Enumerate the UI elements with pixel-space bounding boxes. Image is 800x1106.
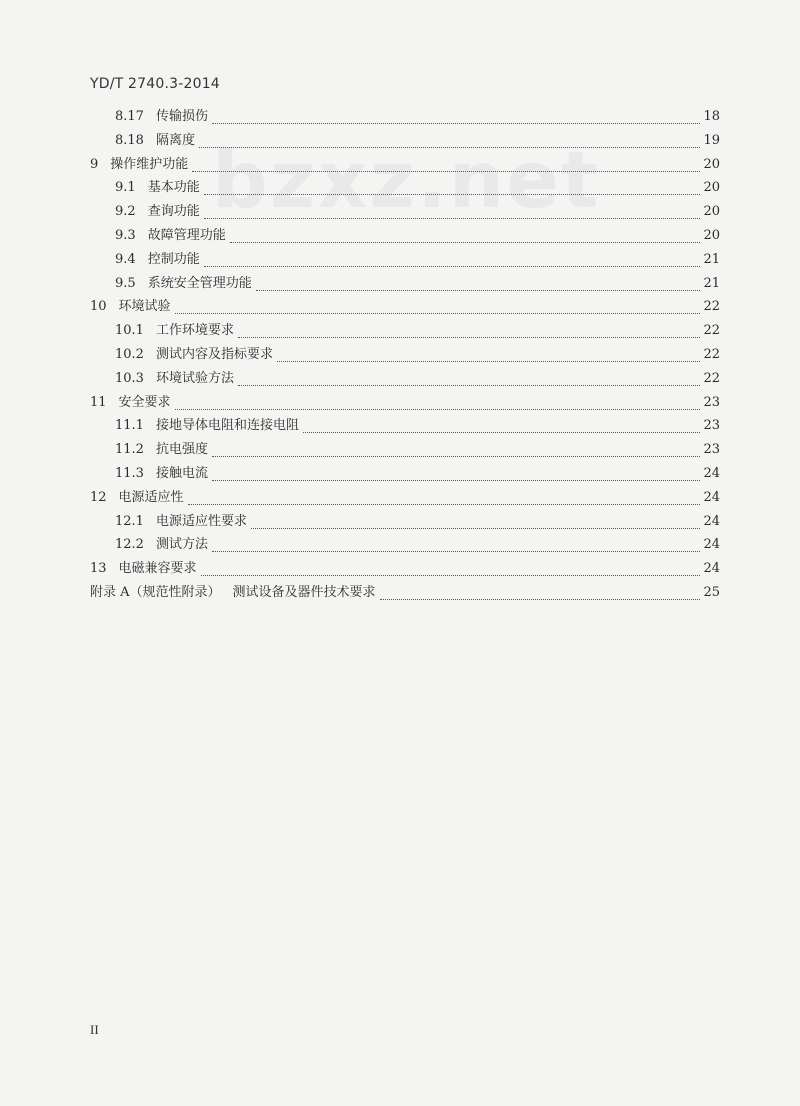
toc-entry xyxy=(115,130,720,152)
toc-entry-number: 13 xyxy=(90,561,107,577)
toc-entry-title: 接触电流 xyxy=(155,466,208,481)
toc-entry-title: 环境试验 xyxy=(118,299,171,315)
toc-entry-title: 电源适应性 xyxy=(118,489,184,505)
toc-entry xyxy=(115,249,720,271)
toc-entry-number: 10.3 xyxy=(115,370,144,386)
toc-leader-dots xyxy=(230,241,700,243)
toc-entry xyxy=(115,320,720,342)
toc-entry xyxy=(115,273,720,295)
toc-entry-title: 测试设备及器件技术要求 xyxy=(232,585,376,600)
toc-entry xyxy=(115,368,720,390)
toc-entry xyxy=(90,296,720,318)
toc-entry-number: 8.17 xyxy=(115,109,144,124)
toc-leader-dots xyxy=(277,360,700,362)
toc-entry-title: 控制功能 xyxy=(147,251,200,267)
toc-entry-title: 环境试验方法 xyxy=(155,370,234,386)
toc-entry xyxy=(115,463,720,485)
toc-entry xyxy=(90,582,720,604)
toc-entry-page: 22 xyxy=(703,370,720,386)
toc-leader-dots xyxy=(188,503,700,505)
toc-entry-number: 附录 A（规范性附录） xyxy=(90,585,221,600)
toc-entry-number: 9.2 xyxy=(115,204,136,220)
toc-leader-dots xyxy=(212,122,700,124)
toc-entry-number: 9.1 xyxy=(115,180,136,196)
toc-entry xyxy=(115,225,720,247)
toc-entry-number: 9 xyxy=(90,156,99,172)
toc-leader-dots xyxy=(204,265,700,267)
toc-entry-number: 10.1 xyxy=(115,323,144,339)
toc-entry-title: 测试方法 xyxy=(155,537,208,553)
toc-entry-title: 基本功能 xyxy=(147,180,200,196)
toc-leader-dots xyxy=(212,455,700,457)
toc-entry-page: 19 xyxy=(703,132,720,148)
toc-entry-title: 安全要求 xyxy=(118,394,171,410)
toc-entry xyxy=(90,558,720,580)
toc-entry-page: 24 xyxy=(703,489,720,505)
toc-entry xyxy=(115,177,720,199)
toc-entry xyxy=(90,154,720,176)
toc-entry xyxy=(115,415,720,437)
toc-entry-number: 11.1 xyxy=(115,418,144,434)
toc-entry-page: 21 xyxy=(703,251,720,267)
toc-entry-number: 11.3 xyxy=(115,466,144,481)
toc-leader-dots xyxy=(199,146,700,148)
toc-leader-dots xyxy=(192,170,700,172)
toc-entry xyxy=(115,534,720,556)
toc-entry-title: 系统安全管理功能 xyxy=(147,275,252,291)
toc-entry-number: 12.1 xyxy=(115,513,144,529)
toc-entry-number: 11 xyxy=(90,394,107,410)
toc-leader-dots xyxy=(204,217,700,219)
toc-leader-dots xyxy=(256,289,700,291)
watermark: bzxz.net xyxy=(212,136,601,226)
page-number: II xyxy=(90,1022,99,1037)
toc-leader-dots xyxy=(175,312,700,314)
toc-entry xyxy=(115,511,720,533)
toc-entry-number: 11.2 xyxy=(115,442,144,458)
toc-entry-page: 23 xyxy=(703,394,720,410)
toc-leader-dots xyxy=(303,431,700,433)
toc-entry xyxy=(90,392,720,414)
toc-leader-dots xyxy=(380,598,700,600)
toc-entry-page: 20 xyxy=(703,228,720,243)
toc-leader-dots xyxy=(238,384,700,386)
toc-entry-page: 18 xyxy=(703,109,720,124)
toc-entry-page: 25 xyxy=(703,585,720,600)
toc-leader-dots xyxy=(251,527,700,529)
toc-entry-title: 隔离度 xyxy=(155,132,195,148)
toc-leader-dots xyxy=(212,479,700,481)
toc-leader-dots xyxy=(201,574,700,576)
toc-entry xyxy=(90,487,720,509)
toc-leader-dots xyxy=(175,408,700,410)
toc-entry-title: 操作维护功能 xyxy=(110,156,189,172)
toc-entry-number: 9.5 xyxy=(115,275,136,291)
toc-leader-dots xyxy=(204,193,700,195)
toc-entry-title: 电源适应性要求 xyxy=(155,513,247,529)
toc-entry xyxy=(115,439,720,461)
toc-entry-page: 24 xyxy=(703,466,720,481)
toc-leader-dots xyxy=(212,550,700,552)
toc-entry-title: 接地导体电阻和连接电阻 xyxy=(155,418,299,434)
toc-entry xyxy=(115,106,720,128)
toc-entry-page: 20 xyxy=(703,180,720,196)
toc-leader-dots xyxy=(238,336,700,338)
toc-entry-page: 24 xyxy=(703,537,720,553)
toc-entry-page: 22 xyxy=(703,299,720,315)
toc-entry-page: 23 xyxy=(703,418,720,434)
toc-entry-title: 故障管理功能 xyxy=(147,228,226,243)
toc-entry-title: 电磁兼容要求 xyxy=(118,561,197,577)
toc-entry-page: 20 xyxy=(703,204,720,220)
toc-entry-page: 24 xyxy=(703,513,720,529)
toc-entry-page: 22 xyxy=(703,323,720,339)
toc-entry-number: 10 xyxy=(90,299,107,315)
toc-entry-number: 12 xyxy=(90,489,107,505)
toc-entry-number: 10.2 xyxy=(115,347,144,362)
toc-entry-page: 22 xyxy=(703,347,720,362)
toc-entry-number: 9.3 xyxy=(115,228,136,243)
toc-entry-title: 工作环境要求 xyxy=(155,323,234,339)
toc-entry-number: 8.18 xyxy=(115,132,144,148)
toc-entry-title: 查询功能 xyxy=(147,204,200,220)
toc-entry-page: 20 xyxy=(703,156,720,172)
toc-entry-page: 23 xyxy=(703,442,720,458)
toc-entry xyxy=(115,201,720,223)
toc-entry-title: 传输损伤 xyxy=(155,109,208,124)
toc-entry-page: 24 xyxy=(703,561,720,577)
toc-entry-title: 抗电强度 xyxy=(155,442,208,458)
toc-entry-number: 9.4 xyxy=(115,251,136,267)
toc-entry-title: 测试内容及指标要求 xyxy=(155,347,273,362)
document-code: YD/T 2740.3-2014 xyxy=(90,76,220,92)
toc-entry xyxy=(115,344,720,366)
toc-entry-number: 12.2 xyxy=(115,537,144,553)
toc-entry-page: 21 xyxy=(703,275,720,291)
